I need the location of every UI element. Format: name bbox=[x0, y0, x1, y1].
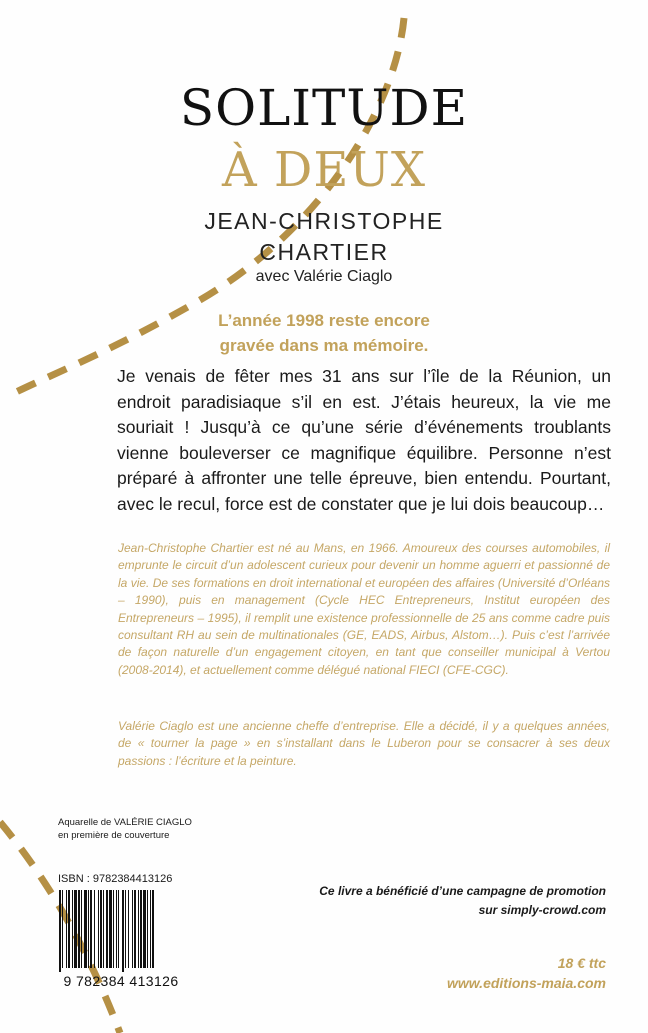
barcode-bar bbox=[122, 890, 124, 972]
publisher-website: www.editions-maia.com bbox=[447, 975, 606, 991]
barcode-bar bbox=[62, 890, 63, 968]
barcode-bar bbox=[72, 890, 73, 968]
author-name-line1: JEAN-CHRISTOPHE bbox=[204, 208, 444, 234]
barcode-bar bbox=[150, 890, 151, 968]
coauthor-name: avec Valérie Ciaglo bbox=[255, 268, 393, 285]
promo-note-line1: Ce livre a bénéficié d’une campagne de promotion bbox=[319, 884, 606, 898]
cover-credit bbox=[58, 816, 192, 842]
tagline-line2: gravée dans ma mémoire. bbox=[219, 336, 429, 355]
barcode-bar bbox=[90, 890, 92, 968]
cover-credit-line1: Aquarelle de VALÉRIE CIAGLO bbox=[58, 817, 192, 828]
barcode-digits: 9 782384 413126 bbox=[63, 973, 179, 989]
barcode-bar bbox=[81, 890, 82, 968]
barcode-bar bbox=[140, 890, 142, 968]
barcode-bar bbox=[74, 890, 77, 968]
author-name bbox=[0, 206, 648, 268]
barcode-bar bbox=[84, 890, 87, 968]
promo-note bbox=[319, 882, 606, 920]
author-bio: Jean-Christophe Chartier est né au Mans, en 1966. Amoureux des courses automobiles, il emprunte le circuit d’un adolescent curieux pour devenir un homme aguerri et passionné de la vie. De ses formations en droit international et européen des affaires (Université d’Orléans – 1990), puis en management (Cycle HEC Entrepreneurs, Institut européen des Entrepreneurs – 1995), il remplit une existence professionnelle de 25 ans comme cadre puis consultant RH au sein de multinationales (GE, EADS, Airbus, Alstom…). Puis c’est l’arrivée de façon naturelle d’un engagement citoyen, en tant que conseiller municipal à Vertou (2008-2014), et actuellement comme délégué national FIECI (CFE-CGC). bbox=[118, 541, 610, 677]
barcode-bar bbox=[147, 890, 148, 968]
barcode-bar bbox=[125, 890, 126, 968]
book-title-line2: À DEUX bbox=[221, 142, 427, 198]
barcode-graphic bbox=[58, 890, 184, 972]
barcode-bar bbox=[118, 890, 119, 968]
barcode-bar bbox=[100, 890, 102, 968]
cover-credit-line2: en première de couverture bbox=[58, 830, 170, 841]
tagline bbox=[150, 308, 498, 358]
price: 18 € ttc bbox=[557, 955, 606, 971]
barcode-bar bbox=[128, 890, 129, 968]
book-title-line1: SOLITUDE bbox=[179, 79, 469, 137]
barcode-bar bbox=[94, 890, 95, 968]
barcode-bar bbox=[152, 890, 154, 968]
barcode-bar bbox=[138, 890, 139, 968]
author-name-line2: CHARTIER bbox=[259, 239, 389, 265]
summary-paragraph: Je venais de fêter mes 31 ans sur l’île de la Réunion, un endroit paradisiaque s’il en est. J’étais heureux, la vie me souriait ! Jusqu’à ce qu’une série d’événements troublants vienne bouleverser ce magnifique équilibre. Personne n’est préparé à affronter une telle épreuve, bien entendu. Pourtant, avec le recul, force est de constater que je lui dois beaucoup… bbox=[117, 366, 611, 514]
barcode-bar bbox=[113, 890, 114, 968]
barcode-bar bbox=[88, 890, 89, 968]
barcode-bar bbox=[66, 890, 67, 968]
barcode-bar bbox=[106, 890, 108, 968]
barcode-bar bbox=[68, 890, 70, 968]
barcode-bar bbox=[78, 890, 80, 968]
barcode-bar bbox=[98, 890, 99, 968]
tagline-line1: L’année 1998 reste encore bbox=[218, 311, 430, 330]
barcode-bar bbox=[134, 890, 136, 968]
barcode-bar bbox=[59, 890, 61, 972]
isbn-label: ISBN : 9782384413126 bbox=[58, 873, 173, 885]
barcode-bar bbox=[103, 890, 104, 968]
barcode-bar bbox=[132, 890, 133, 968]
barcode-bar bbox=[143, 890, 146, 968]
coauthor-bio: Valérie Ciaglo est une ancienne cheffe d’entreprise. Elle a décidé, il y a quelques années, de « tourner la page » en s’installant dans le Luberon pour se consacrer à ses deux passions : l’écriture et la peinture. bbox=[118, 719, 610, 768]
barcode-bar bbox=[116, 890, 117, 968]
barcode-bar bbox=[109, 890, 112, 968]
promo-note-line2: sur simply-crowd.com bbox=[478, 903, 606, 917]
